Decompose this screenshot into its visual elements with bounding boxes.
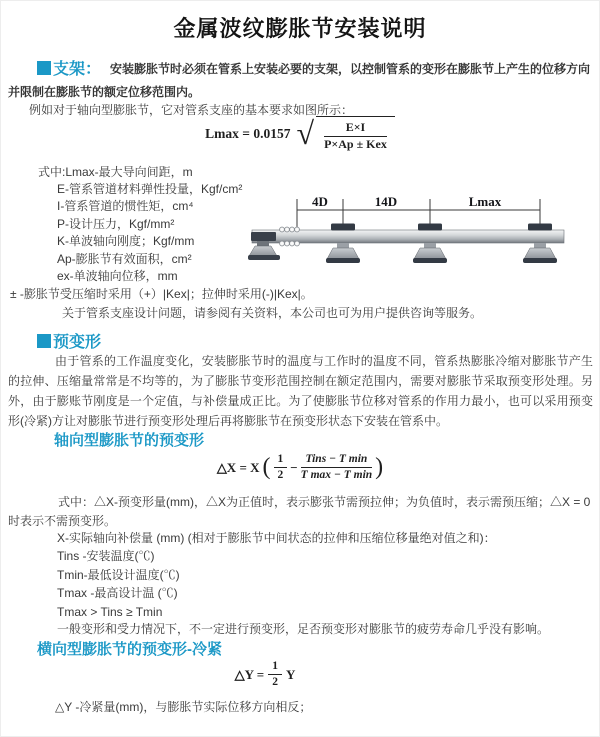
axial-note-text: 一般变形和受力情况下，不一定进行预变形，足否预变形对膨胀节的疲劳寿命几乎没有影响。 (57, 622, 550, 636)
predeform-paragraph: 由于管系的工作温度变化，安装膨胀节时的温度与工作时的温度不同，管系热膨胀冷缩对膨胀节产生的拉伸、压缩量常常是不均等的，为了膨胀节变形范围控制在额定范围内，需要对膨胀节采取预变形处理。另外，由于膨账节刚度是一个定值，与补偿量成正比。为了使膨胀节位移对管系的作用力最小，也可以采用预变形(冷紧)方让对膨胀节进行预变形处理后再将膨胀节在预变形状态下安装在管系中。 (8, 354, 593, 428)
axial-formula (0, 453, 600, 482)
lateral-formula-lhs: △Y = (234, 666, 265, 682)
axial-formula-lhs: △X = X (216, 459, 260, 475)
axial-definitions-list (57, 529, 496, 621)
formula-definitions-list (57, 181, 242, 285)
plusminus-note: ± -膨胀节受压缩时采用（+）|Kex|；拉伸时采用(-)|Kex|。 (10, 287, 313, 301)
dim-label-14d: 14D (374, 194, 398, 209)
lmax-formula (0, 116, 600, 152)
support-example-text: 例如对于轴向型膨胀节，它对管系支座的基本要求如图所示： (29, 103, 354, 117)
definition-item: P-设计压力，Kgf/mm² (57, 216, 175, 231)
definition-item: Tmin-最低设计温度(℃) (57, 567, 180, 582)
page-title: 金属波纹膨胀节安装说明 (173, 16, 427, 41)
temp-fraction-numerator: Tins − T min (301, 453, 373, 468)
support-intro-text: 安装膨胀节时必须在管系上安装必要的支架，以控制管系的变形在膨胀节上产生的位移方向并限制在膨胀节的额定位移范围内。 (8, 62, 591, 99)
service-note: 关于管系支座设计问题，请参阅有关资料，本公司也可为用户提供咨询等服务。 (62, 306, 483, 320)
open-paren: ( (262, 453, 271, 480)
predeform-heading-label: 预变形 (53, 334, 102, 351)
definition-item: I-管系管道的惯性矩，cm⁴ (57, 199, 194, 214)
definition-item: E-管系管道材料弹性投量，Kgf/cm² (57, 182, 243, 196)
definition-item: Tmax > Tins ≥ Tmin (57, 604, 163, 619)
pipe (252, 230, 564, 243)
dim-label-4d: 4D (312, 194, 328, 209)
definition-item: Tmax -最高设计温 (℃) (57, 586, 178, 601)
definition-item: X-实际轴向补偿量 (mm) (相对于膨胀节中间状态的拉伸和压缩位移量绝对值之和)： (57, 531, 496, 545)
lmax-formula-denominator: P×Ap ± Kex (324, 136, 387, 151)
half-denominator: 2 (277, 469, 284, 482)
support-heading-label: 支架： (53, 61, 102, 78)
lateral-formula (0, 660, 565, 689)
lmax-formula-numerator: E×I (324, 121, 387, 137)
dim-label-lmax: Lmax (468, 194, 502, 209)
lateral-formula-rhs: Y (285, 666, 296, 682)
definition-item: Tins -安装温度(℃) (57, 549, 155, 564)
close-paren: ) (375, 453, 384, 480)
half-numerator: 1 (268, 660, 282, 675)
lmax-formula-lhs: Lmax = 0.0157 (205, 125, 291, 141)
pipe-diagram-svg (246, 192, 596, 287)
definition-item: Ap-膨胀节有效面积，cm² (57, 251, 192, 266)
half-numerator: 1 (274, 453, 288, 468)
lateral-definition-text: △Y -冷紧量(mm)，与膨胀节实际位移方向相反； (55, 700, 312, 714)
lateral-subheading: 横向型膨胀节的预变形-冷紧 (37, 641, 222, 658)
section-marker-icon (37, 334, 51, 348)
axial-explain-text: 式中：△X-预变形量(mm)，△X为正值时，表示膨张节需预拉伸；为负值时，表示需预压缩；△X = 0时表示不需预变形。 (8, 495, 591, 528)
formula-where-line: 式中:Lmax-最大导向间距，m (38, 165, 193, 179)
temp-fraction-denominator: T max − T min (300, 469, 373, 482)
axial-subheading: 轴向型膨胀节的预变形 (54, 432, 205, 449)
anchor-support (248, 232, 280, 260)
definition-item: K-单波轴向刚度；Kgf/mm (57, 234, 195, 249)
minus-sign: − (290, 459, 298, 475)
predeform-section-heading (37, 329, 101, 352)
pipe-support-diagram (246, 192, 596, 287)
half-denominator: 2 (272, 676, 278, 689)
sqrt-radical-icon: √ (296, 114, 315, 151)
definition-item: ex-单波轴向位移，mm (57, 269, 178, 284)
